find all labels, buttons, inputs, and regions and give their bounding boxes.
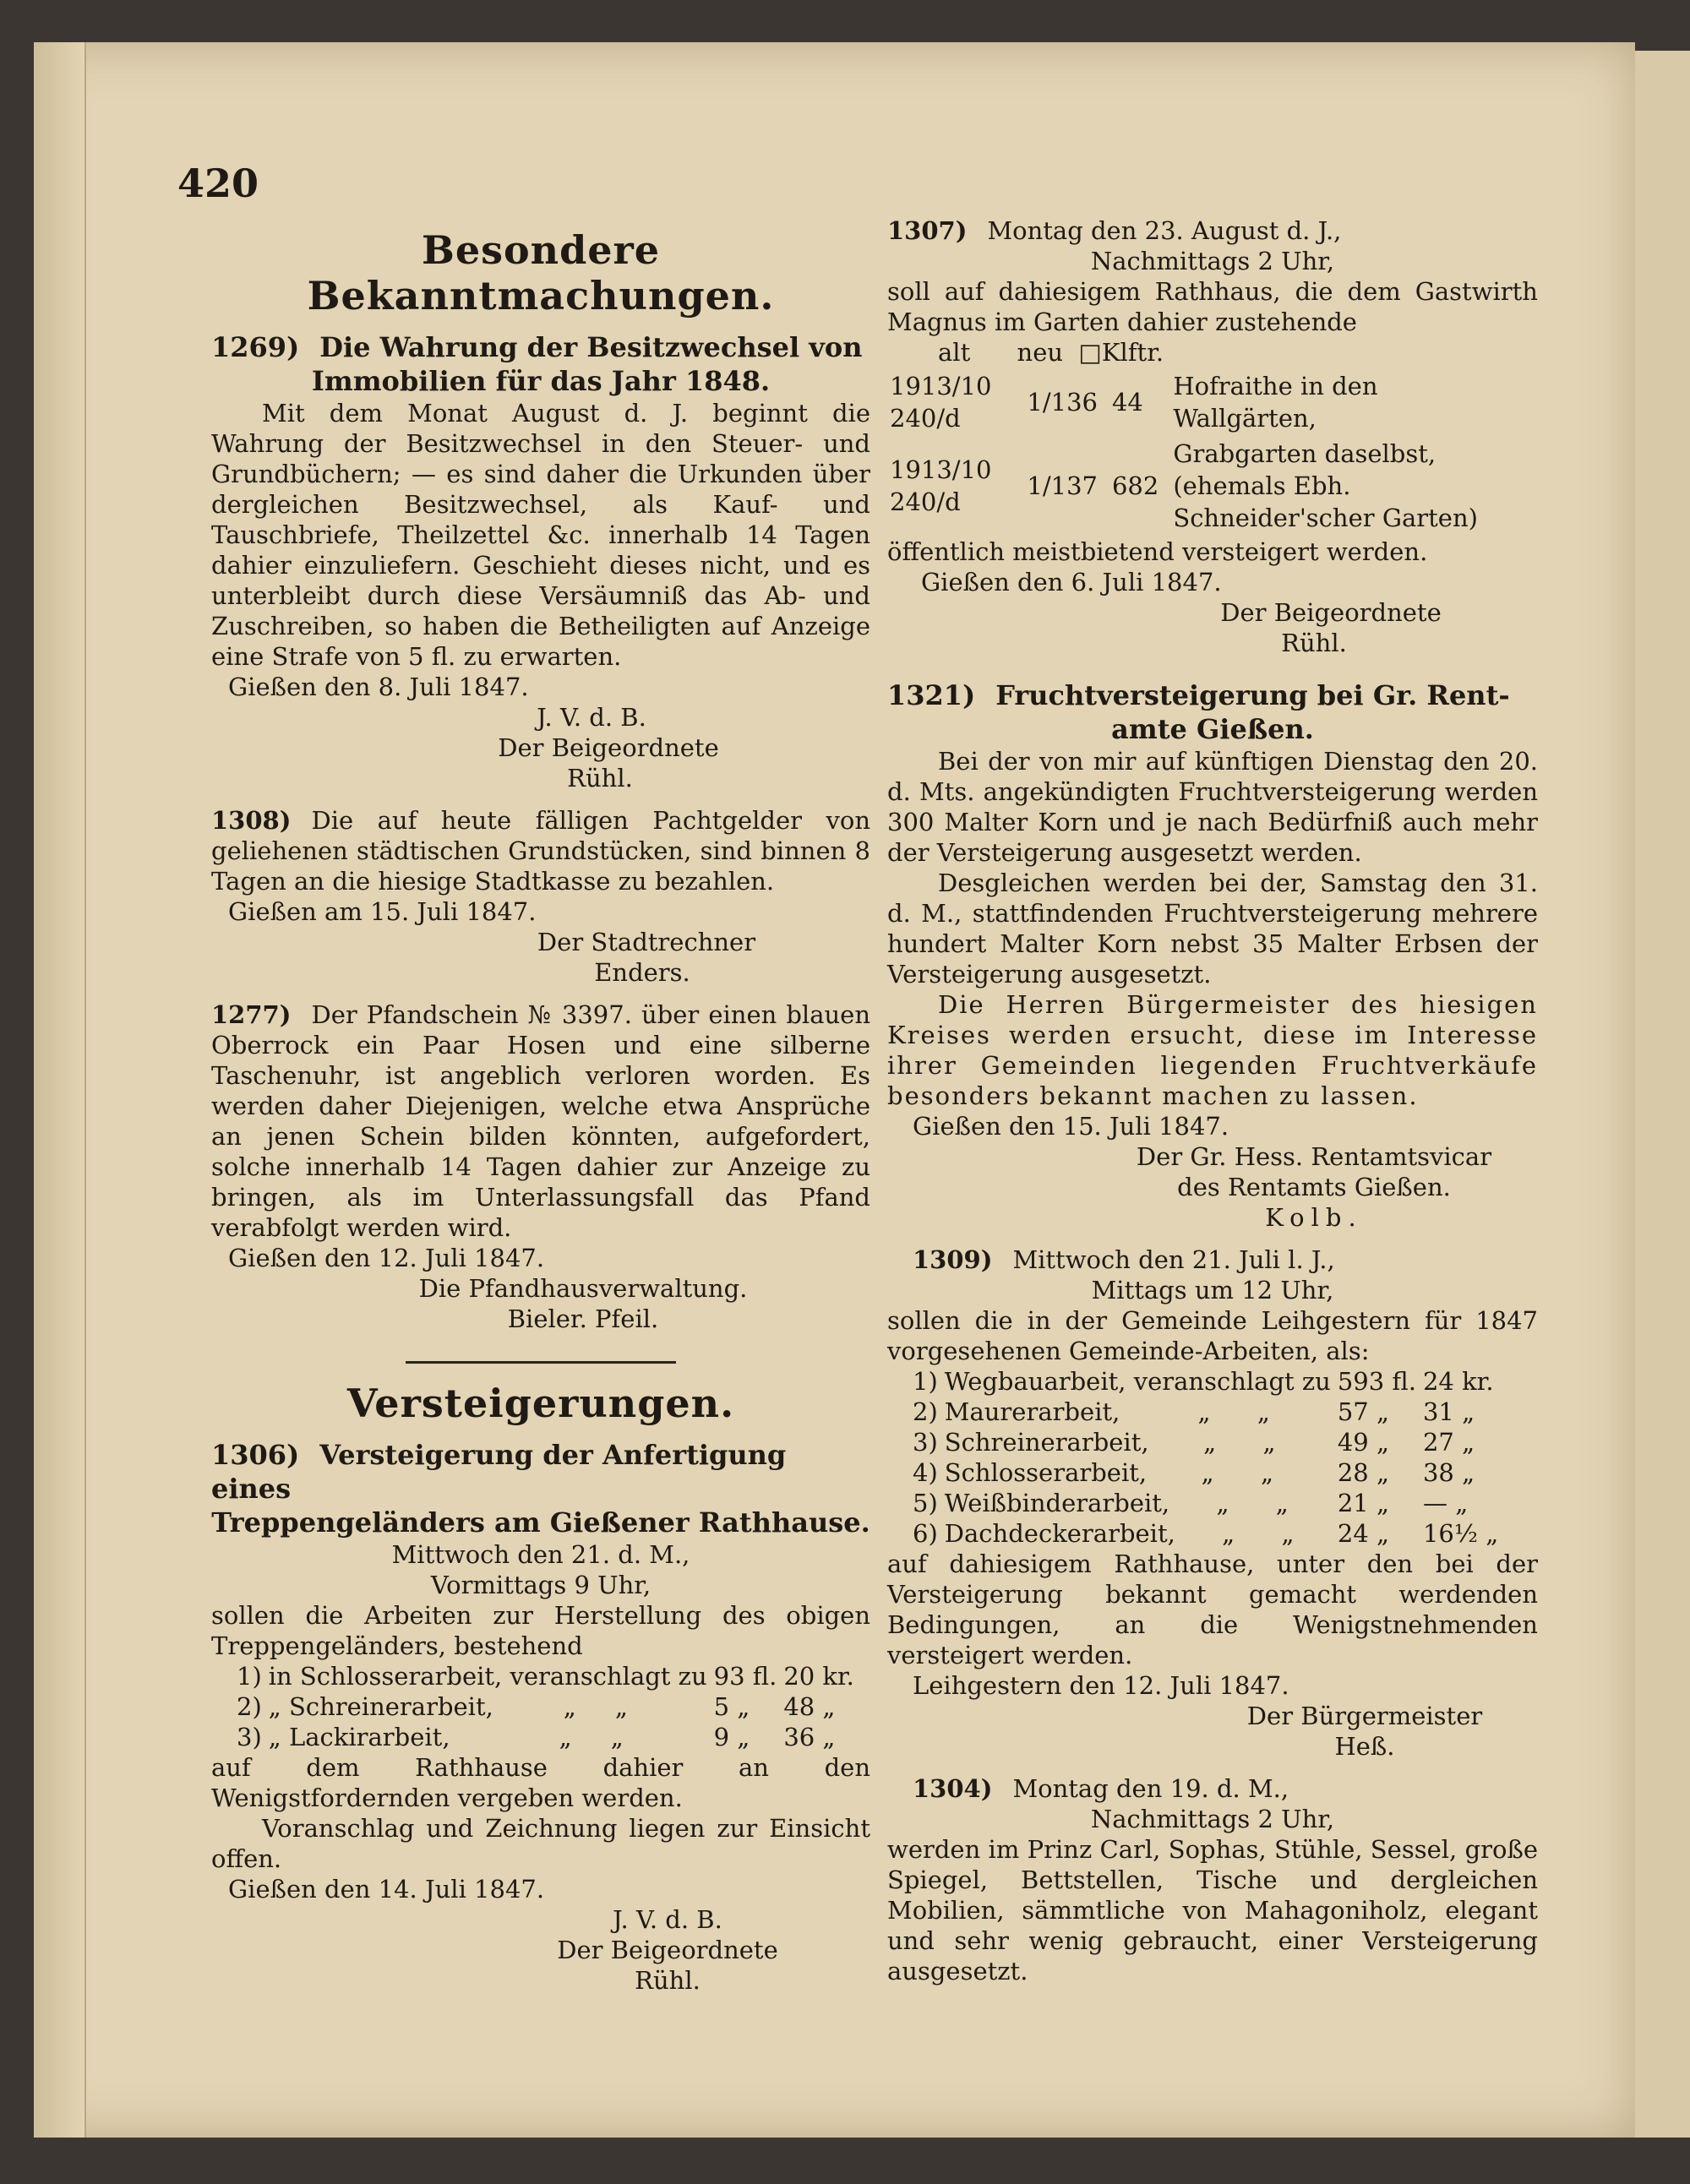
item-label: Wegbauarbeit, veranschlagt zu bbox=[944, 1367, 1331, 1396]
item-fl: 24 „ bbox=[1337, 1519, 1389, 1548]
table-row bbox=[237, 1691, 861, 1722]
notice-number: 1269) bbox=[211, 331, 300, 363]
auction-date: Montag den 19. d. M., bbox=[1012, 1774, 1289, 1803]
table-row bbox=[889, 369, 1536, 435]
notice-1277 bbox=[211, 999, 870, 1334]
notice-body: Der Pfandschein № 3397. über einen blauen Oberrock ein Paar Hosen und eine silberne Taschenuhr, ist angeblich verloren worden. Es werden daher Diejenigen, welche etwa Ansprüche an jenen Schein bilden könnten, aufgefordert, solche innerhalb 14 Tagen dahier zur Anzeige zu bringen, als im Unterlassungsfall das Pfand verabfolgt werden wird. bbox=[211, 1000, 870, 1242]
notice-intro: sollen die Arbeiten zur Herstellung des obigen Treppengeländers, bestehend bbox=[211, 1601, 870, 1660]
notice-number: 1307) bbox=[887, 216, 968, 245]
notice-number: 1309) bbox=[913, 1245, 993, 1274]
item-number: 6) bbox=[913, 1519, 938, 1548]
notice-date: Gießen den 14. Juli 1847. bbox=[228, 1875, 545, 1904]
notice-title: Die Wahrung der Besitzwechsel von bbox=[319, 331, 863, 363]
notice-date: Leihgestern den 12. Juli 1847. bbox=[913, 1671, 1289, 1700]
notice-number: 1277) bbox=[211, 1000, 292, 1029]
notice-title-cont: Treppengeländers am Gießener Rathhause. bbox=[211, 1506, 870, 1539]
notice-number: 1308) bbox=[211, 806, 292, 835]
right-column bbox=[887, 215, 1538, 1986]
notice-title-cont: Immobilien für das Jahr 1848. bbox=[311, 365, 771, 397]
notice-title-cont: amte Gießen. bbox=[1111, 713, 1314, 745]
notice-date: Gießen den 8. Juli 1847. bbox=[228, 673, 529, 701]
signature-office: des Rentamts Gießen. bbox=[1177, 1173, 1451, 1201]
signature-title: Der Beigeordnete bbox=[498, 733, 719, 762]
auction-time: Mittags um 12 Uhr, bbox=[1091, 1276, 1334, 1304]
signature-name: Rühl. bbox=[635, 1966, 701, 1995]
signature-title: Die Pfandhausverwaltung. bbox=[418, 1274, 748, 1303]
item-label: „ Lackirarbeit, „ „ bbox=[268, 1723, 624, 1751]
notice-after: auf dahiesigem Rathhause, unter den bei der Versteigerung bekannt gemacht werdenden Bedingungen, an die Wenigstnehmenden versteigert werden. bbox=[887, 1549, 1538, 1669]
notice-note: Voranschlag und Zeichnung liegen zur Einsicht offen. bbox=[211, 1814, 870, 1873]
notice-1307 bbox=[887, 215, 1538, 658]
item-kr: 48 „ bbox=[783, 1692, 836, 1721]
table-row bbox=[237, 1722, 861, 1752]
item-number: 2) bbox=[237, 1692, 262, 1721]
notice-date: Gießen am 15. Juli 1847. bbox=[228, 897, 537, 926]
notice-body-3: Die Herren Bürgermeister des hiesigen Kreises werden ersucht, diese im Interesse ihrer Gemeinden liegenden Fruchtverkäufe besonders bekannt machen zu lassen. bbox=[887, 990, 1538, 1110]
item-number: 1) bbox=[237, 1662, 262, 1691]
item-number: 5) bbox=[913, 1489, 938, 1517]
item-kr: 20 kr. bbox=[783, 1662, 854, 1691]
auction-time: Vormittags 9 Uhr, bbox=[430, 1571, 651, 1599]
table-row bbox=[913, 1518, 1505, 1549]
left-column bbox=[211, 215, 870, 1996]
item-label: in Schlosserarbeit, veranschlagt zu bbox=[268, 1662, 707, 1691]
notice-body: Die auf heute fälligen Pachtgelder von geliehenen städtischen Grundstücken, sind binnen 8 Tagen an die hiesige Stadtkasse zu bezahlen. bbox=[211, 806, 870, 896]
auction-time: Nachmittags 2 Uhr, bbox=[1090, 247, 1335, 275]
page-edge bbox=[34, 42, 86, 2138]
item-kr: 36 „ bbox=[783, 1723, 836, 1751]
notice-1269 bbox=[211, 330, 870, 793]
notice-after: auf dem Rathhause dahier an den Wenigstfordernden vergeben werden. bbox=[211, 1753, 870, 1812]
item-number: 3) bbox=[913, 1428, 938, 1457]
notice-title: Versteigerung der Anfertigung eines bbox=[211, 1439, 787, 1505]
signature-line: J. V. d. B. bbox=[537, 703, 646, 732]
signature-name: Rühl. bbox=[567, 764, 633, 792]
table-row bbox=[889, 437, 1536, 535]
signature-names: Bieler. Pfeil. bbox=[507, 1304, 659, 1333]
notice-intro: sollen die in der Gemeinde Leihgestern für 1847 vorgesehenen Gemeinde-Arbeiten, als: bbox=[887, 1306, 1538, 1365]
table-row bbox=[237, 1661, 861, 1691]
item-kr: 27 „ bbox=[1422, 1428, 1475, 1457]
signature-name: Enders. bbox=[594, 958, 690, 987]
table-row bbox=[913, 1427, 1505, 1457]
notice-intro: soll auf dahiesigem Rathhaus, die dem Gastwirth Magnus im Garten dahier zustehende bbox=[887, 277, 1538, 336]
parcel-column-headers: alt neu □Klftr. bbox=[938, 338, 1164, 367]
notice-after: öffentlich meistbietend versteigert werden. bbox=[887, 537, 1428, 566]
notice-body: Mit dem Monat August d. J. beginnt die Wahrung der Besitzwechsel in den Steuer- und Grundbüchern; — es sind daher die Urkunden über dergleichen Besitzwechsel, als Kauf- und Tauschbriefe, Theilzettel &c. innerhalb 14 Tagen dahier einzuliefern. Geschieht dieses nicht, und es unterbleibt durch diese Versäumniß das Ab- und Zuschreiben, so haben die Betheiligten auf Anzeige eine Strafe von 5 fl. zu erwarten. bbox=[211, 399, 870, 671]
parcel-alt: 1913/10 240/d bbox=[890, 455, 992, 516]
auction-time: Nachmittags 2 Uhr, bbox=[1090, 1805, 1335, 1833]
signature-name: Kolb. bbox=[1265, 1203, 1363, 1232]
auction-date: Montag den 23. August d. J., bbox=[987, 216, 1342, 245]
table-row bbox=[913, 1397, 1505, 1427]
item-kr: 16½ „ bbox=[1422, 1519, 1499, 1548]
item-fl: 21 „ bbox=[1337, 1489, 1389, 1517]
parcel-desc: Grabgarten daselbst, (ehemals Ebh. Schneider'scher Garten) bbox=[1173, 439, 1478, 532]
item-fl: 5 „ bbox=[713, 1692, 750, 1721]
item-kr: 24 kr. bbox=[1422, 1367, 1494, 1396]
parcel-neu: 1/137 bbox=[1027, 471, 1098, 500]
notice-1304 bbox=[887, 1773, 1538, 1986]
signature-title: Der Bürgermeister bbox=[1246, 1702, 1483, 1730]
item-label: Dachdeckerarbeit, „ „ bbox=[944, 1519, 1295, 1548]
parcel-qty: 682 bbox=[1111, 471, 1159, 500]
item-fl: 28 „ bbox=[1337, 1458, 1389, 1487]
section-heading-auctions: Versteigerungen. bbox=[346, 1381, 735, 1426]
notice-number: 1321) bbox=[887, 679, 976, 711]
work-items-table bbox=[237, 1661, 861, 1752]
item-number: 3) bbox=[237, 1723, 262, 1751]
auction-date: Mittwoch den 21. Juli l. J., bbox=[1012, 1245, 1335, 1274]
parcel-qty: 44 bbox=[1111, 388, 1143, 417]
signature-name: Rühl. bbox=[1281, 629, 1347, 657]
parcel-alt: 1913/10 240/d bbox=[890, 372, 992, 433]
table-row bbox=[913, 1488, 1505, 1518]
parcel-neu: 1/136 bbox=[1027, 388, 1098, 417]
page-number: 420 bbox=[177, 161, 259, 206]
notice-number: 1306) bbox=[211, 1439, 300, 1471]
notice-number: 1304) bbox=[913, 1774, 993, 1803]
item-fl: 93 fl. bbox=[713, 1662, 777, 1691]
notice-date: Gießen den 15. Juli 1847. bbox=[913, 1112, 1229, 1141]
signature-title: Der Gr. Hess. Rentamtsvicar bbox=[1136, 1142, 1492, 1171]
section-heading-announcements: Besondere Bekanntmachungen. bbox=[307, 227, 775, 319]
work-items-table bbox=[913, 1366, 1505, 1549]
notice-date: Gießen den 6. Juli 1847. bbox=[921, 568, 1222, 596]
signature-line: J. V. d. B. bbox=[613, 1905, 722, 1934]
item-label: Weißbinderarbeit, „ „ bbox=[944, 1489, 1289, 1517]
item-fl: 593 fl. bbox=[1337, 1367, 1416, 1396]
item-label: Schlosserarbeit, „ „ bbox=[944, 1458, 1273, 1487]
notice-1309 bbox=[887, 1244, 1538, 1762]
notice-body-2: Desgleichen werden bei der, Samstag den 31. d. M., stattfindenden Fruchtversteigerung mehrere hundert Malter Korn nebst 35 Malter Erbsen der Versteigerung ausgesetzt. bbox=[887, 869, 1538, 989]
table-row bbox=[913, 1457, 1505, 1488]
parcel-desc: Hofraithe in den Wallgärten, bbox=[1173, 372, 1378, 433]
item-kr: — „ bbox=[1422, 1489, 1469, 1517]
signature-title: Der Beigeordnete bbox=[1220, 598, 1442, 627]
item-fl: 9 „ bbox=[713, 1723, 750, 1751]
notice-1306 bbox=[211, 1438, 870, 1996]
notice-title: Fruchtversteigerung bei Gr. Rent- bbox=[995, 679, 1510, 711]
section-divider bbox=[406, 1361, 676, 1364]
notice-body: Bei der von mir auf künftigen Dienstag den 20. d. Mts. angekündigten Fruchtversteigerung werden 300 Malter Korn und je nach Bedürfniß auch mehr der Versteigerung ausgesetzt werden. bbox=[887, 747, 1538, 867]
item-number: 2) bbox=[913, 1397, 938, 1426]
item-number: 4) bbox=[913, 1458, 938, 1487]
item-kr: 38 „ bbox=[1422, 1458, 1475, 1487]
item-kr: 31 „ bbox=[1422, 1397, 1475, 1426]
item-fl: 49 „ bbox=[1337, 1428, 1389, 1457]
notice-date: Gießen den 12. Juli 1847. bbox=[228, 1244, 545, 1272]
item-label: „ Schreinerarbeit, „ „ bbox=[268, 1692, 628, 1721]
signature-title: Der Beigeordnete bbox=[557, 1936, 778, 1964]
item-label: Maurerarbeit, „ „ bbox=[944, 1397, 1270, 1426]
signature-title: Der Stadtrechner bbox=[537, 928, 756, 956]
auction-date: Mittwoch den 21. d. M., bbox=[391, 1540, 690, 1569]
item-number: 1) bbox=[913, 1367, 938, 1396]
notice-body: werden im Prinz Carl, Sophas, Stühle, Sessel, große Spiegel, Bettstellen, Tische und dergleichen Mobilien, sämmtliche von Mahagoniholz, elegant und sehr wenig gebraucht, einer Versteigerung ausgesetzt. bbox=[887, 1835, 1538, 1985]
notice-1308 bbox=[211, 805, 870, 988]
signature-name: Heß. bbox=[1334, 1732, 1395, 1761]
table-row bbox=[913, 1366, 1505, 1397]
item-fl: 57 „ bbox=[1337, 1397, 1389, 1426]
parcel-table bbox=[887, 368, 1538, 536]
notice-1321 bbox=[887, 678, 1538, 1233]
item-label: Schreinerarbeit, „ „ bbox=[944, 1428, 1276, 1457]
